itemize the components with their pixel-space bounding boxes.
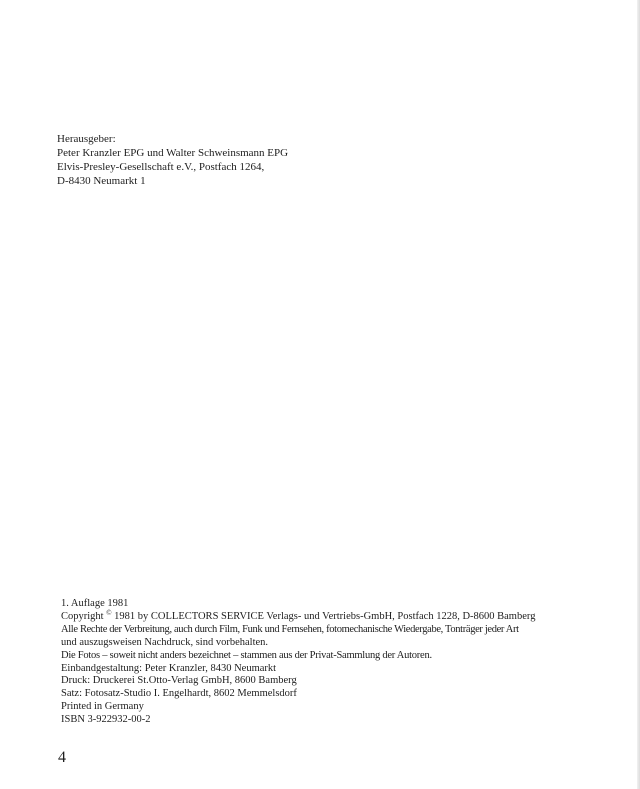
copyright-text: 1981 by COLLECTORS SERVICE Verlags- und Vertriebs-GmbH, Postfach 1228, D-8600 Bamberg	[114, 610, 536, 622]
copyright-line	[61, 608, 631, 624]
edition-line: 1. Auflage 1981	[61, 598, 129, 609]
imprint-block	[61, 598, 631, 727]
page-number: 4	[58, 749, 66, 766]
printing-line: Druck: Druckerei St.Otto-Verlag GmbH, 8600 Bamberg	[61, 675, 297, 687]
copyright-prefix: Copyright	[61, 610, 104, 622]
rights-line-2: und auszugsweisen Nachdruck, sind vorbehalten.	[61, 636, 269, 648]
binding-design-line: Einbandgestaltung: Peter Kranzler, 8430 Neumarkt	[61, 662, 277, 674]
rights-line-1: Alle Rechte der Verbreitung, auch durch Film, Funk und Fernsehen, fotomechanische Wiedergabe, Tonträger jeder Art	[61, 623, 519, 635]
photos-credit-line: Die Fotos – soweit nicht anders bezeichnet – stammen aus der Privat-Sammlung der Autoren.	[61, 649, 432, 661]
publisher-block	[57, 132, 288, 188]
typesetting-line: Satz: Fotosatz-Studio I. Engelhardt, 8602 Memmelsdorf	[61, 688, 297, 700]
copyright-symbol: ©	[106, 608, 112, 617]
publisher-names: Peter Kranzler EPG und Walter Schweinsmann EPG	[57, 147, 289, 159]
publisher-organization: Elvis-Presley-Gesellschaft e.V., Postfach 1264,	[57, 161, 265, 173]
publisher-heading: Herausgeber:	[57, 133, 116, 145]
publisher-address: D-8430 Neumarkt 1	[57, 175, 146, 187]
isbn-line: ISBN 3-922932-00-2	[61, 714, 151, 726]
printed-in-line: Printed in Germany	[61, 701, 144, 713]
